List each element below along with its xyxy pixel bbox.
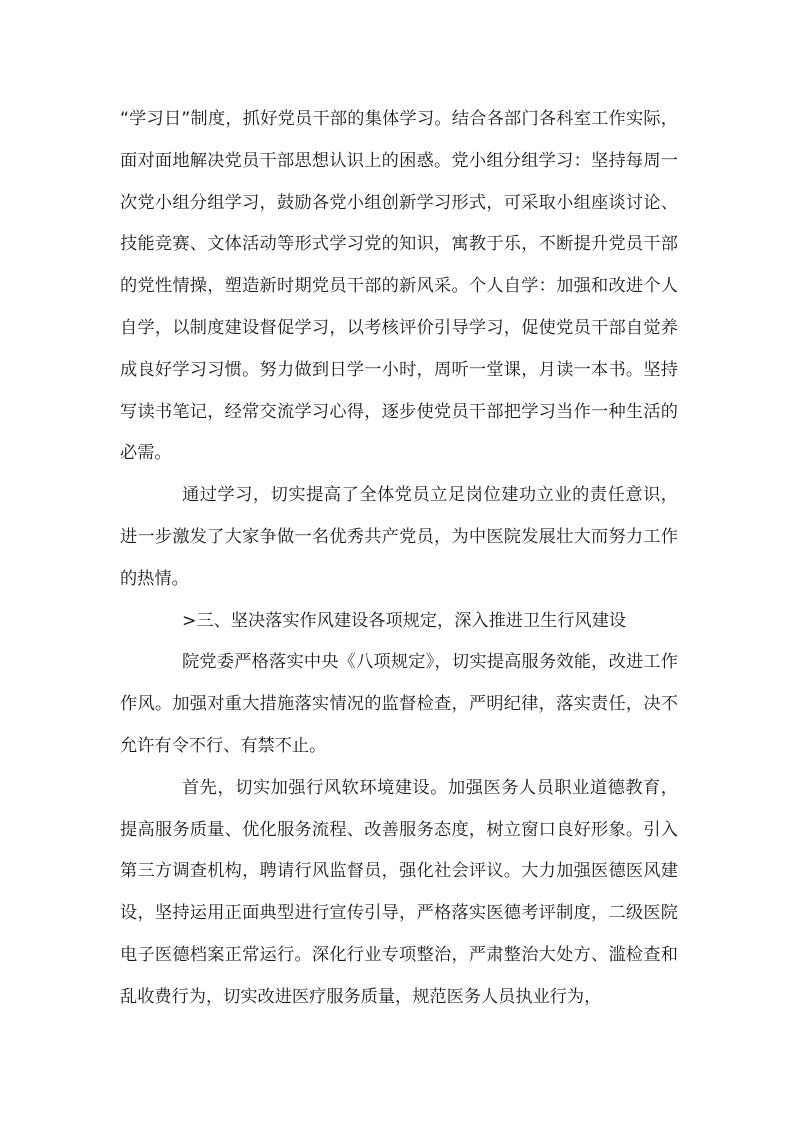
body-paragraph-2: 通过学习，切实提高了全体党员立足岗位建功立业的责任意识，进一步激发了大家争做一名优秀共产党员，为中医院发展壮大而努力工作的热情。: [120, 485, 678, 589]
body-paragraph-1: “学习日”制度，抓好党员干部的集体学习。结合各部门各科室工作实际，面对面地解决党员干部思想认识上的困惑。党小组分组学习：坚持每周一次党小组分组学习，鼓励各党小组创新学习形式，可采取小组座谈讨论、技能竞赛、文体活动等形式学习党的知识，寓教于乐，不断提升党员干部的党性情操，塑造新时期党员干部的新风采。个人自学：加强和改进个人自学，以制度建设督促学习，以考核评价引导学习，促使党员干部自觉养成良好学习习惯。努力做到日学一小时，周听一堂课，月读一本书。坚持写读书笔记，经常交流学习心得，逐步使党员干部把学习当作一种生活的必需。: [120, 109, 678, 464]
section-heading: >三、坚决落实作风建设各项规定，深入推进卫生行风建设: [182, 610, 627, 631]
body-paragraph-4: 首先，切实加强行风软环境建设。加强医务人员职业道德教育，提高服务质量、优化服务流程、改善服务态度，树立窗口良好形象。引入第三方调查机构，聘请行风监督员，强化社会评议。大力加强医德医风建设，坚持运用正面典型进行宣传引导，严格落实医德考评制度，二级医院电子医德档案正常运行。深化行业专项整治，严肃整治大处方、滥检查和乱收费行为，切实改进医疗服务质量，规范医务人员执业行为，: [120, 777, 678, 1007]
document-page: [120, 99, 678, 1019]
body-paragraph-3: 院党委严格落实中央《八项规定》，切实提高服务效能，改进工作作风。加强对重大措施落实情况的监督检查，严明纪律，落实责任，决不允许有令不行、有禁不止。: [120, 652, 678, 756]
